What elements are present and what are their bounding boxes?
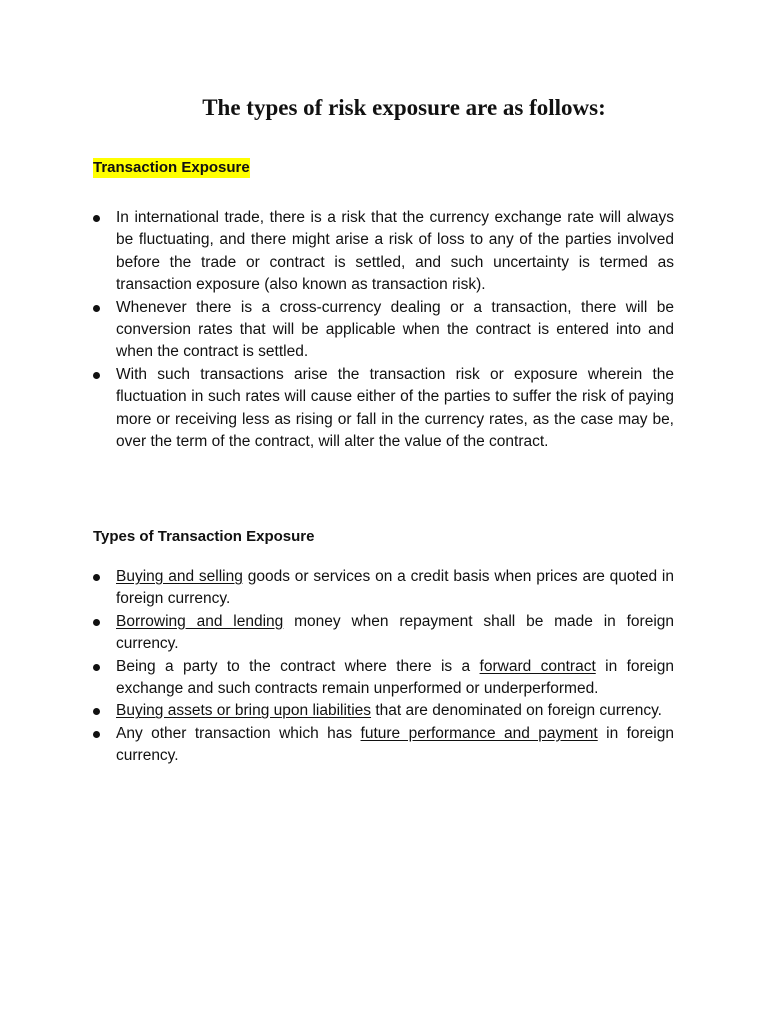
- list-item-text: money when repayment shall be made in foreign currency.: [116, 612, 675, 653]
- list-item: [93, 207, 674, 297]
- list-item-text: Any other transaction which has: [116, 724, 361, 742]
- bullet-icon: [93, 731, 100, 738]
- list-item-text: With such transactions arise the transaction risk or exposure wherein the fluctuation in such rates will cause either of the parties to suffer the risk of paying more or receiving less as rising or fall in the currency rates, as the case may be, over the term of the contract, will alter the value of the contract.: [116, 365, 674, 451]
- bullet-icon: [93, 574, 100, 581]
- list-item-text: goods or services on a credit basis when prices are quoted in foreign currency.: [116, 568, 674, 608]
- document-title: The types of risk exposure are as follows:: [202, 95, 606, 120]
- section-heading-transaction-exposure: [93, 158, 250, 178]
- highlighted-heading-text: Transaction Exposure: [93, 159, 250, 176]
- underlined-term: forward contract: [479, 657, 596, 675]
- types-of-transaction-exposure-list: [93, 566, 674, 768]
- list-item: [93, 364, 674, 454]
- list-item: [93, 566, 674, 611]
- list-item-text: that are denominated on foreign currency.: [371, 702, 662, 720]
- transaction-exposure-list: [93, 207, 674, 453]
- list-item-text: in foreign exchange and such contracts remain unperformed or underperformed.: [116, 657, 674, 698]
- list-item-text: In international trade, there is a risk that the currency exchange rate will always be fluctuating, and there might arise a risk of loss to any of the parties involved before the trade or contract is settled, and such uncertainty is termed as transaction exposure (also known as transaction risk).: [116, 209, 674, 294]
- list-item: [93, 700, 674, 722]
- list-item-text: Whenever there is a cross-currency dealing or a transaction, there will be conversion rates that will be applicable when the contract is entered into and when the contract is settled.: [116, 298, 674, 361]
- underlined-term: Borrowing and lending: [116, 612, 284, 630]
- list-item: [93, 656, 674, 701]
- list-item: [93, 297, 674, 364]
- list-item-text: in foreign currency.: [116, 724, 674, 765]
- bullet-icon: [93, 664, 100, 671]
- bullet-icon: [93, 372, 100, 379]
- bullet-icon: [93, 708, 100, 715]
- underlined-term: Buying assets or bring upon liabilities: [116, 702, 372, 720]
- bullet-icon: [93, 305, 100, 312]
- bullet-icon: [93, 619, 100, 626]
- underlined-term: future performance and payment: [360, 724, 598, 742]
- underlined-term: Buying and selling: [116, 568, 243, 585]
- list-item: [93, 723, 674, 768]
- section-heading-types-of-transaction-exposure: Types of Transaction Exposure: [93, 528, 315, 545]
- list-item-text: Being a party to the contract where there is a: [116, 657, 480, 675]
- bullet-icon: [93, 215, 100, 222]
- list-item: [93, 611, 674, 656]
